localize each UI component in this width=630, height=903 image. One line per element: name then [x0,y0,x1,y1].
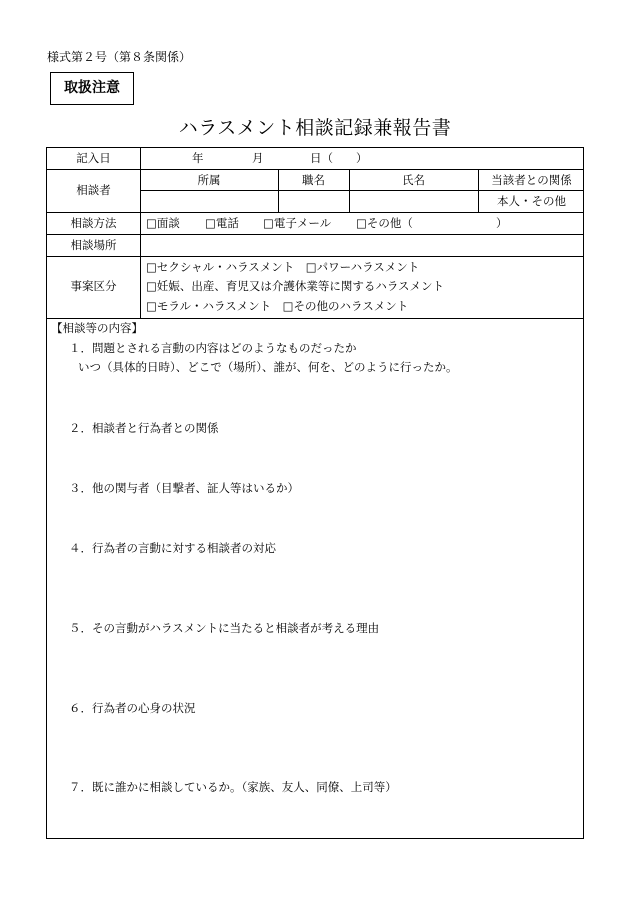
position-header: 職名 [302,173,325,187]
category-line-3: □モラル・ハラスメント □その他のハラスメント [146,299,409,313]
relation-header: 当該者との関係 [491,173,572,187]
content-heading: 【相談等の内容】 [51,321,143,335]
consultant-subrow-divider [140,190,583,191]
row-divider [47,212,583,213]
place-label: 相談場所 [70,238,117,252]
year-field: 年 [192,151,204,165]
content-item-3: ３．他の関与者（目撃者、証人等はいるか） [69,481,299,495]
content-item-1: １．問題とされる言動の内容はどのようなものだったか [69,341,357,355]
name-header: 氏名 [402,173,425,187]
row-divider [47,169,583,170]
row-divider [47,234,583,235]
category-line-1: □セクシャル・ハラスメント □パワーハラスメント [146,260,420,274]
method-option-phone: □電話 [205,216,239,230]
row-divider [47,318,583,319]
day-field: 日（ ） [310,151,368,165]
method-option-email: □電子メール [263,216,332,230]
form-number: 様式第２号（第８条関係） [47,50,192,64]
content-item-1-sub: いつ（具体的日時）、どこで（場所）、誰が、何を、どのように行ったか。 [78,360,458,374]
relation-value: 本人・その他 [497,194,566,208]
report-form-frame [46,147,584,839]
content-item-5: ５．その言動がハラスメントに当たると相談者が考える理由 [69,621,380,635]
label-column-divider [140,148,141,318]
content-item-7: ７．既に誰かに相談しているか。（家族、友人、同僚、上司等） [69,780,397,794]
method-label: 相談方法 [70,216,117,230]
category-label: 事案区分 [70,279,117,293]
content-item-2: ２．相談者と行為者との関係 [69,421,219,435]
affiliation-header: 所属 [197,173,221,187]
method-option-other: □その他（ [356,216,413,230]
month-field: 月 [252,151,264,165]
method-option-face-to-face: □面談 [146,216,180,230]
consultant-label: 相談者 [76,183,111,197]
date-label: 記入日 [76,151,111,165]
row-divider [47,256,583,257]
content-item-4: ４．行為者の言動に対する相談者の対応 [69,541,276,555]
document-title: ハラスメント相談記録兼報告書 [178,117,452,139]
method-other-close: ） [496,216,508,230]
category-line-2: □妊娠、出産、育児又は介護休業等に関するハラスメント [146,279,445,293]
confidential-label: 取扱注意 [50,72,134,105]
content-item-6: ６．行為者の心身の状況 [69,701,196,715]
